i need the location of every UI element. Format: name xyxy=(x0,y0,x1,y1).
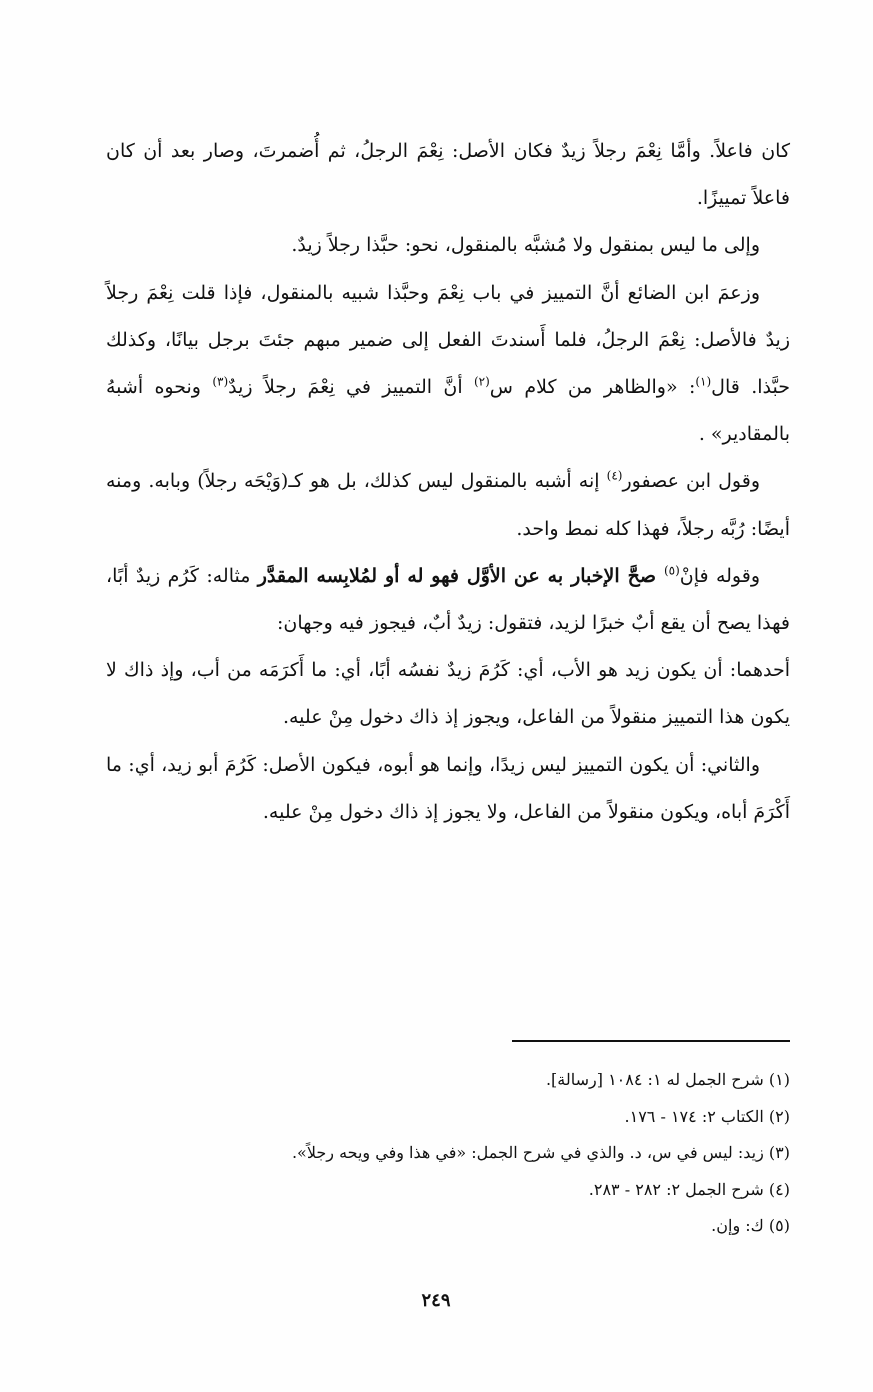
paragraph-7: والثاني: أن يكون التمييز ليس زيدًا، وإنما هو أبوه، فيكون الأصل: كَرُمَ أبو زيد، أي: ما أَكْرَمَ أباه، ويكون منقولاً من الفاعل، ولا يجوز إذ ذاك دخول مِنْ عليه. xyxy=(106,753,790,823)
footnote-ref-1: (١) xyxy=(695,374,712,389)
paragraph-3-text-a: وزعمَ ابن الضائع أنَّ التمييز في باب نِعْمَ وحبَّذا شبيه بالمنقول، فإذا قلت نِعْمَ رجلاً زيدٌ فالأصل: نِعْمَ الرجلُ، فلما أَسندتَ الفعل إلى ضمير مبهم جئتَ برجل بيانًا، وكذلك حبَّذا. قال xyxy=(106,281,790,399)
paragraph-1: كان فاعلاً. وأمَّا نِعْمَ رجلاً زيدٌ فكان الأصل: نِعْمَ الرجلُ، ثم أُضمرتَ، وصار بعد أن كان فاعلاً تمييزًا. xyxy=(106,140,790,210)
footnote-separator xyxy=(512,1040,790,1042)
paragraph-3-text-c: أنَّ التمييز في نِعْمَ رجلاً زيدٌ xyxy=(228,376,474,399)
footnote-2: (٢) الكتاب ٢: ١٧٤ - ١٧٦. xyxy=(624,1106,790,1126)
footnote-ref-5: (٥) xyxy=(663,563,680,578)
footnote-ref-3: (٣) xyxy=(212,374,229,389)
footnotes xyxy=(130,1062,790,1245)
footnote-4: (٤) شرح الجمل ٢: ٢٨٢ - ٢٨٣. xyxy=(588,1179,790,1199)
paragraph-5-text-c: مثاله: كَرُم زيدٌ أبًا، فهذا يصح أن يقع أبٌ خبرًا لزيد، فتقول: زيدٌ أبٌ، فيجوز فيه وجهان: xyxy=(106,564,790,635)
paragraph-3 xyxy=(106,270,790,459)
footnote-ref-2: (٢) xyxy=(473,374,490,389)
main-text xyxy=(106,128,790,836)
footnote-1: (١) شرح الجمل له ١: ١٠٨٤ [رسالة]. xyxy=(545,1070,790,1089)
footnote-3: (٣) زيد: ليس في س، د. والذي في شرح الجمل: «في هذا وفي ويحه رجلاً». xyxy=(291,1143,790,1162)
paragraph-4 xyxy=(106,458,790,552)
footnote-5: (٥) ك: وإن. xyxy=(711,1216,790,1235)
page-number: ٢٤٩ xyxy=(421,1290,451,1311)
paragraph-5-quoted-text: صحَّ الإخبار به عن الأوَّل فهو له أو لمُلابِسه المقدَّر xyxy=(257,564,664,587)
paragraph-2: وإلى ما ليس بمنقول ولا مُشبَّه بالمنقول، نحو: حبَّذا رجلاً زيدٌ. xyxy=(291,234,760,257)
paragraph-4-text-a: وقول ابن عصفور xyxy=(622,470,761,493)
footnote-ref-4: (٤) xyxy=(606,469,623,484)
paragraph-4-text-b: إنه أشبه بالمنقول ليس كذلك، بل هو كـ(وَيْحَه رجلاً) وبابه. ومنه أيضًا: رُبَّه رجلاً، فهذا كله نمط واحد. xyxy=(106,470,790,540)
paragraph-3-text-b: : «والظاهر من كلام س xyxy=(489,376,696,399)
paragraph-5-text-a: وقوله فإنْ xyxy=(679,564,761,587)
paragraph-3-text-d: ونحوه أشبهُ بالمقادير» . xyxy=(106,376,790,446)
paragraph-5 xyxy=(106,553,790,647)
paragraph-6: أحدهما: أن يكون زيد هو الأب، أي: كَرُمَ زيدٌ نفسُه أبًا، أي: ما أَكرَمَه من أب، وإذ ذاك لا يكون هذا التمييز منقولاً من الفاعل، ويجوز إذ ذاك دخول مِنْ عليه. xyxy=(106,659,790,729)
